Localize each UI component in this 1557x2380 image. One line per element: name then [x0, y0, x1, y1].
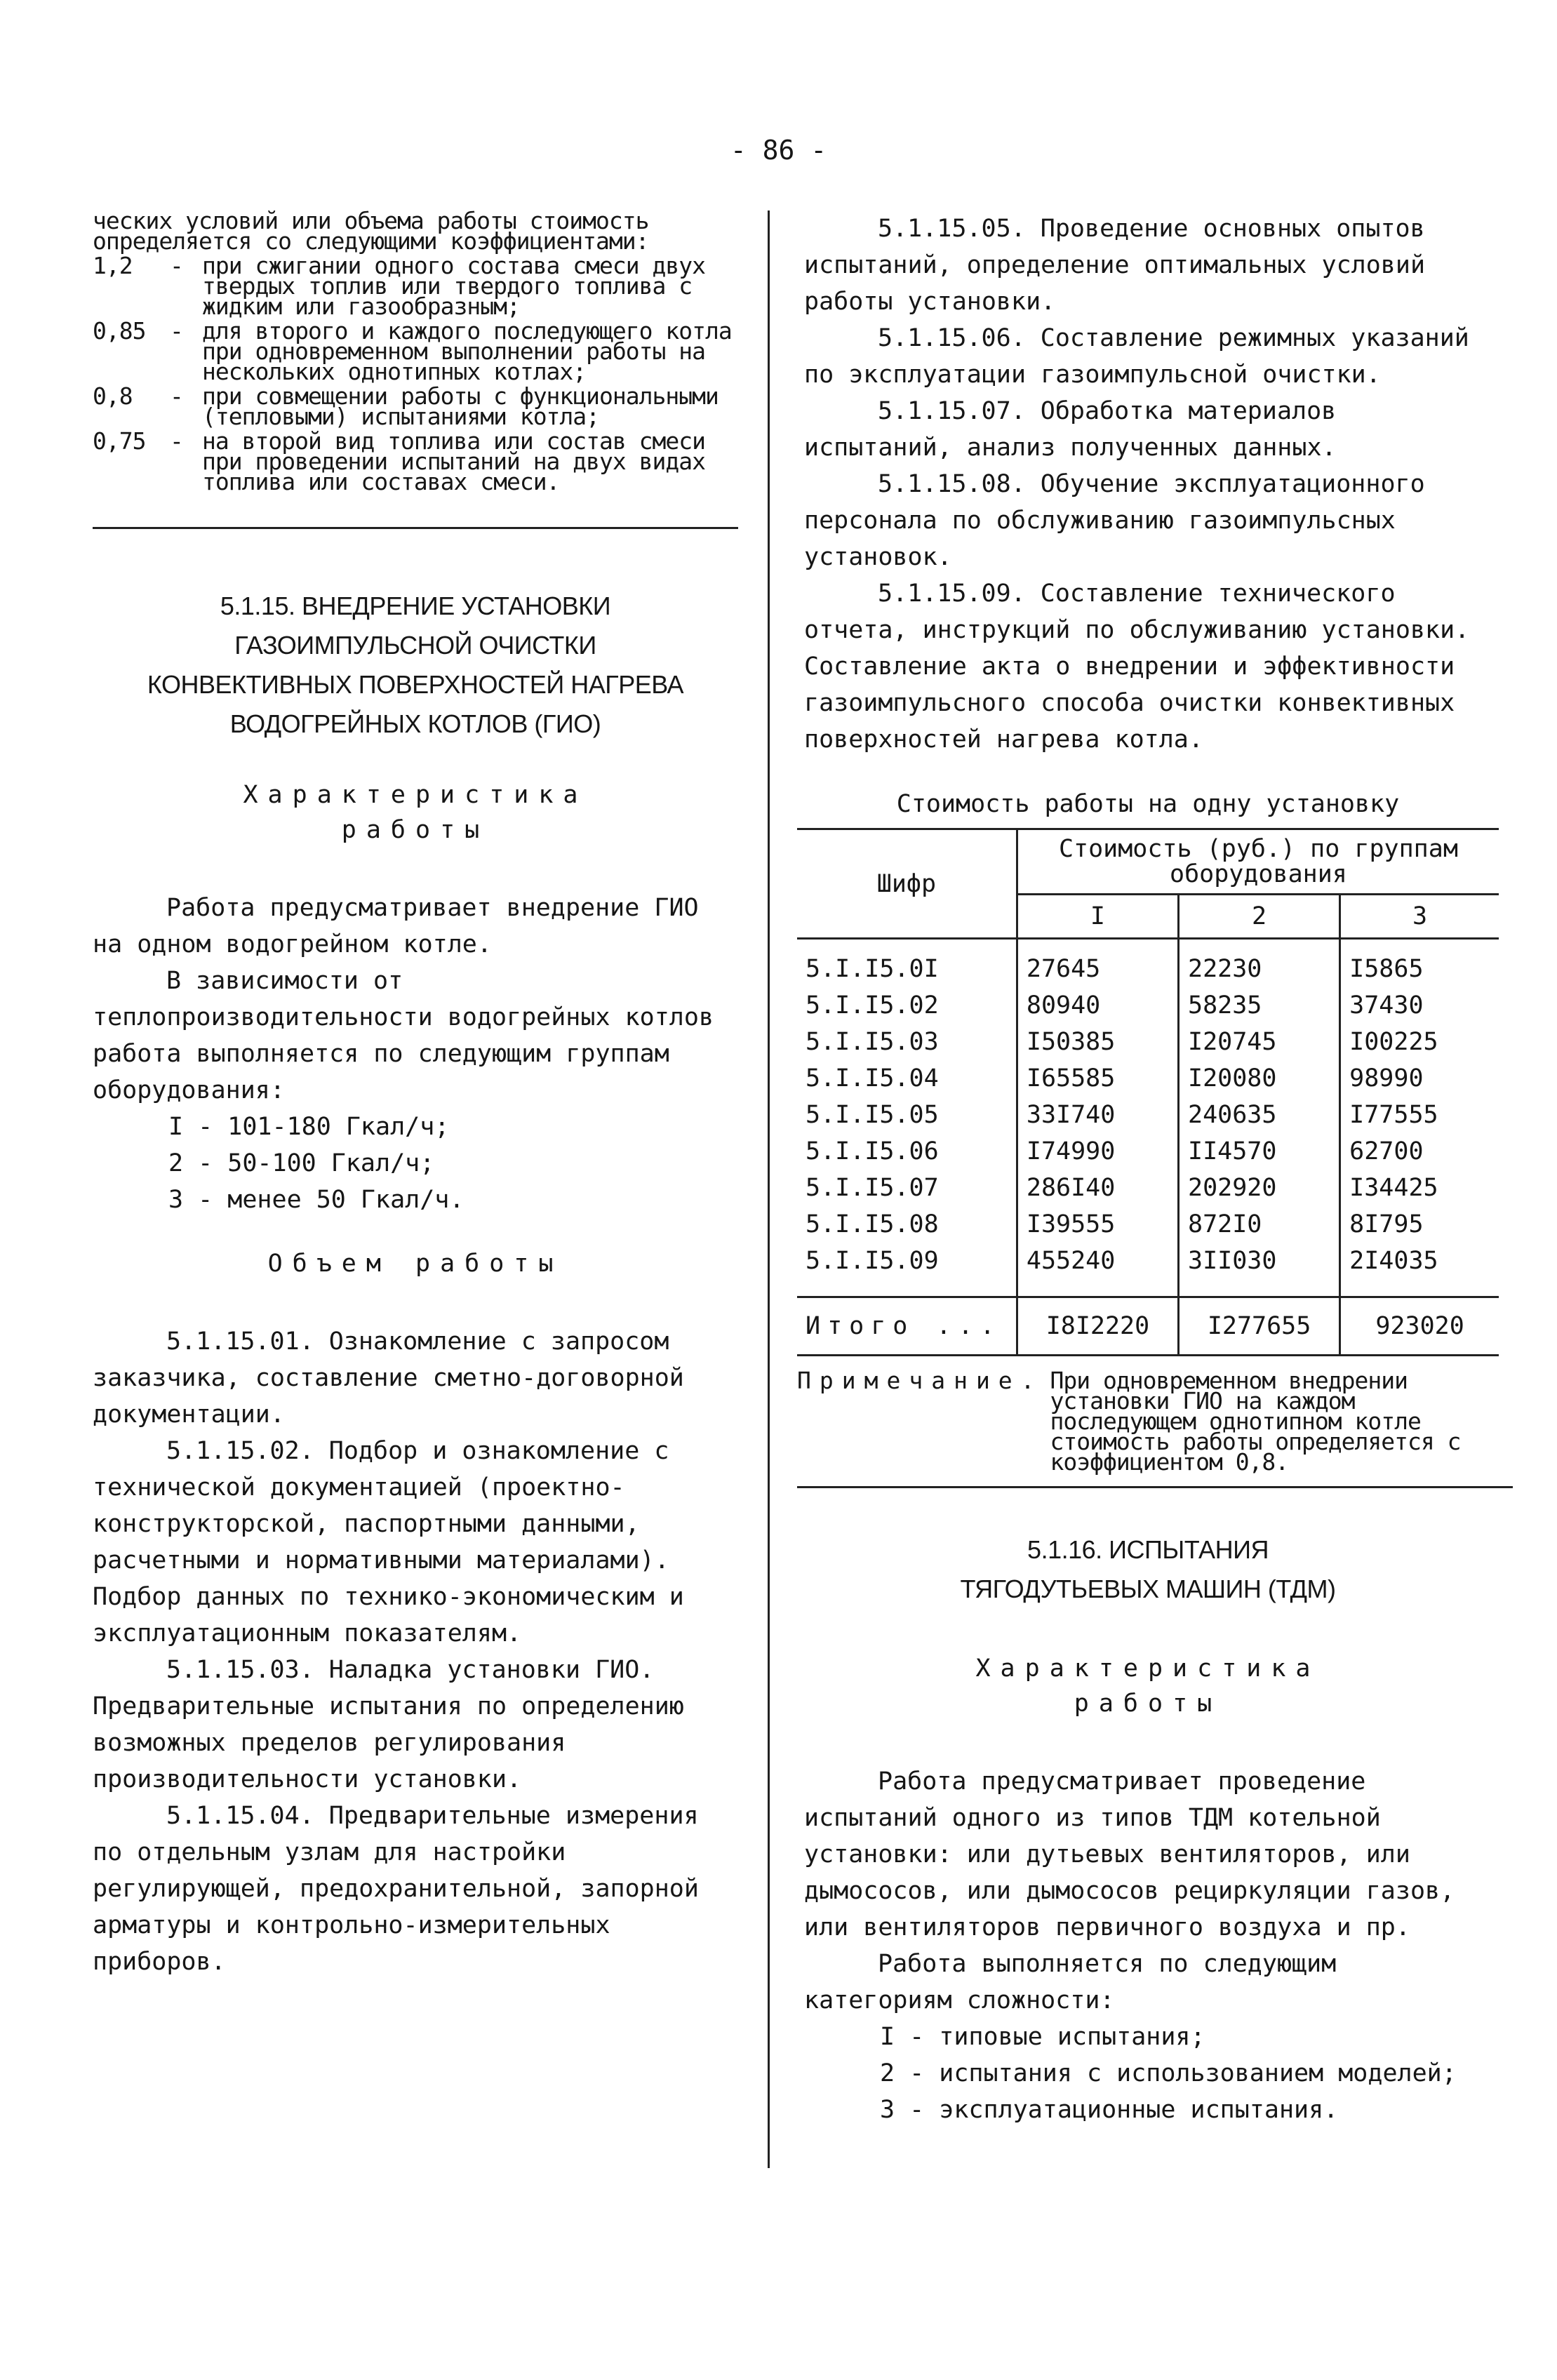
row-cost: I34425: [1340, 1170, 1499, 1206]
table-title: Стоимость работы на одну установку: [896, 790, 1400, 818]
heading-line: работы: [1074, 1690, 1222, 1718]
section-separator: [93, 527, 738, 529]
heading-line: работы: [341, 816, 490, 844]
equipment-groups: [93, 1109, 738, 1218]
table-row: [797, 1097, 1499, 1133]
row-cost: 80940: [1017, 987, 1178, 1024]
row-code: 5.I.I5.09: [806, 1247, 939, 1275]
section-title-line: ГАЗОИМПУЛЬСНОЙ ОЧИСТКИ: [234, 631, 596, 660]
row-cost: I50385: [1017, 1024, 1178, 1060]
cost-table: [797, 828, 1499, 1356]
coefficient-text: при совмещении работы с функциональными (тепловыми) испытаниями котла;: [202, 382, 719, 430]
heading-line: Характеристика: [975, 1654, 1321, 1683]
complexity-categories: [804, 2019, 1492, 2128]
row-cost: 8I795: [1340, 1206, 1499, 1243]
paragraph: Работа выполняется по следующим категориям сложности:: [804, 1950, 1337, 2014]
row-cost: I5865: [1340, 939, 1499, 988]
header-group: 3: [1340, 895, 1499, 939]
coef-intro: ческих условий или объема работы стоимость определяется со следующими коэффициентами:: [93, 207, 649, 255]
section-title-line: 5.1.15. ВНЕДРЕНИЕ УСТАНОВКИ: [220, 591, 611, 620]
row-code: 5.I.I5.02: [806, 991, 939, 1019]
row-cost: 202920: [1179, 1170, 1340, 1206]
row-cost: 27645: [1017, 939, 1178, 988]
section-separator: [797, 1486, 1513, 1488]
row-cost: 22230: [1179, 939, 1340, 988]
category-item: 3 - эксплуатационные испытания.: [880, 2096, 1339, 2124]
column-divider: [768, 210, 770, 2168]
row-cost: 37430: [1340, 987, 1499, 1024]
group-item: 3 - менее 50 Гкал/ч.: [168, 1186, 465, 1214]
table-row: [797, 1060, 1499, 1097]
work-item: 5.1.15.01. Ознакомление с запросом заказчика, составление сметно-договорной документации.: [93, 1328, 684, 1429]
dash: -: [170, 382, 183, 410]
header-group: 2: [1179, 895, 1340, 939]
row-cost: I39555: [1017, 1206, 1178, 1243]
work-items: [804, 210, 1492, 758]
row-code: 5.I.I5.08: [806, 1210, 939, 1238]
characteristic-heading: [93, 777, 738, 848]
coefficient-item: [93, 382, 738, 430]
coefficient-item: [93, 427, 738, 495]
paragraph: Работа предусматривает проведение испытаний одного из типов ТДМ котельной установки: или дутьевых вентиляторов, или дымососов, или дымососов рециркуляции газов, или вентиляторов первичного воздуха и пр.: [804, 1767, 1455, 1941]
row-code: 5.I.I5.05: [806, 1101, 939, 1129]
dash: -: [170, 252, 183, 279]
table-row: [797, 1170, 1499, 1206]
table-row: [797, 1206, 1499, 1243]
table-row: [797, 939, 1499, 988]
header-group: I: [1017, 895, 1178, 939]
total-value: I277655: [1179, 1297, 1340, 1356]
row-cost: I77555: [1340, 1097, 1499, 1133]
total-label: Итого ...: [806, 1312, 1002, 1340]
left-column: [93, 207, 738, 1980]
row-cost: 2I4035: [1340, 1243, 1499, 1297]
dash: -: [170, 317, 183, 345]
note-label: Примечание.: [797, 1367, 1043, 1394]
section-title: [93, 587, 738, 744]
row-code: 5.I.I5.04: [806, 1064, 939, 1092]
row-cost: 240635: [1179, 1097, 1340, 1133]
row-code: 5.I.I5.06: [806, 1137, 939, 1165]
right-column: [797, 210, 1492, 2128]
row-cost: I74990: [1017, 1133, 1178, 1170]
coefficient-item: [93, 252, 738, 320]
table-row: [797, 987, 1499, 1024]
row-cost: II4570: [1179, 1133, 1340, 1170]
work-item: 5.1.15.05. Проведение основных опытов испытаний, определение оптимальных условий работы установки.: [804, 215, 1426, 316]
row-cost: 455240: [1017, 1243, 1178, 1297]
coefficient-value: 0,75: [93, 427, 146, 455]
volume-heading: Объем работы: [267, 1250, 563, 1278]
coefficient-text: на второй вид топлива или состав смеси при проведении испытаний на двух видах топлива или составах смеси.: [202, 427, 705, 495]
page-number: - 86 -: [730, 135, 827, 166]
work-item: 5.1.15.08. Обучение эксплуатационного персонала по обслуживанию газоимпульсных установок.: [804, 470, 1425, 571]
row-cost: 286I40: [1017, 1170, 1178, 1206]
group-item: 2 - 50-100 Гкал/ч;: [168, 1149, 435, 1177]
row-code: 5.I.I5.07: [806, 1174, 939, 1202]
work-item: 5.1.15.09. Составление технического отчета, инструкций по обслуживанию установки. Составление акта о внедрении и эффективности газоимпульсного способа очистки конвективных поверхностей нагрева котла.: [804, 580, 1470, 754]
row-cost: 62700: [1340, 1133, 1499, 1170]
row-cost: 58235: [1179, 987, 1340, 1024]
work-item: 5.1.15.06. Составление режимных указаний по эксплуатации газоимпульсной очистки.: [804, 324, 1469, 389]
work-item: 5.1.15.03. Наладка установки ГИО. Предварительные испытания по определению возможных пределов регулирования производительности установки.: [93, 1656, 684, 1793]
header-code: Шифр: [876, 869, 937, 898]
table-row: [797, 1024, 1499, 1060]
row-cost: I65585: [1017, 1060, 1178, 1097]
coefficient-text: для второго и каждого последующего котла при одновременном выполнении работы на нескольких однотипных котлах;: [202, 317, 732, 385]
row-code: 5.I.I5.0I: [806, 955, 939, 983]
row-cost: I20745: [1179, 1024, 1340, 1060]
work-item: 5.1.15.02. Подбор и ознакомление с технической документацией (проектно-конструкторской, паспортными данными, расчетными и нормативными материалами). Подбор данных по технико-экономическим и эксплуатационным показателям.: [93, 1437, 684, 1647]
table-row: [797, 1243, 1499, 1297]
section-title-line: КОНВЕКТИВНЫХ ПОВЕРХНОСТЕЙ НАГРЕВА: [147, 670, 684, 699]
row-cost: 872I0: [1179, 1206, 1340, 1243]
row-cost: 33I740: [1017, 1097, 1178, 1133]
row-code: 5.I.I5.03: [806, 1028, 939, 1056]
table-note: [797, 1367, 1492, 1476]
section-title: [804, 1530, 1492, 1609]
row-cost: I00225: [1340, 1024, 1499, 1060]
category-item: 2 - испытания с использованием моделей;: [880, 2059, 1457, 2087]
coefficient-text: при сжигании одного состава смеси двух твердых топлив или твердого топлива с жидким или газообразным;: [202, 252, 705, 320]
header-cost: Стоимость (руб.) по группам оборудования: [1017, 829, 1499, 895]
coefficient-value: 1,2: [93, 252, 133, 279]
row-cost: 98990: [1340, 1060, 1499, 1097]
coefficient-list: [93, 252, 738, 495]
work-item: 5.1.15.07. Обработка материалов испытаний, анализ полученных данных.: [804, 397, 1337, 462]
characteristic-heading: [804, 1651, 1492, 1721]
section-title-line: ВОДОГРЕЙНЫХ КОТЛОВ (ГИО): [229, 709, 601, 738]
table-row: [797, 1133, 1499, 1170]
heading-line: Характеристика: [243, 781, 588, 809]
group-item: I - 101-180 Гкал/ч;: [168, 1113, 450, 1141]
total-value: I8I2220: [1017, 1297, 1178, 1356]
section-title-line: 5.1.16. ИСПЫТАНИЯ: [1027, 1535, 1269, 1564]
total-value: 923020: [1340, 1297, 1499, 1356]
work-item: 5.1.15.04. Предварительные измерения по отдельным узлам для настройки регулирующей, предохранительной, запорной арматуры и контрольно-измерительных приборов.: [93, 1802, 699, 1976]
note-text: При одновременном внедрении установки ГИО на каждом последующем однотипном котле стоимость работы определяется с коэффициентом 0,8.: [1050, 1367, 1461, 1476]
coefficient-value: 0,85: [93, 317, 146, 345]
row-cost: I20080: [1179, 1060, 1340, 1097]
paragraph: В зависимости от теплопроизводительности водогрейных котлов работа выполняется по следующим группам оборудования:: [93, 967, 714, 1104]
row-cost: 3II030: [1179, 1243, 1340, 1297]
coefficient-item: [93, 317, 738, 385]
coefficient-value: 0,8: [93, 382, 133, 410]
table-body: [797, 939, 1499, 1297]
paragraph: Работа предусматривает внедрение ГИО на одном водогрейном котле.: [93, 894, 699, 958]
section-title-line: ТЯГОДУТЬЕВЫХ МАШИН (ТДМ): [960, 1575, 1336, 1603]
dash: -: [170, 427, 183, 455]
work-items: [93, 1323, 738, 1980]
category-item: I - типовые испытания;: [880, 2023, 1205, 2051]
